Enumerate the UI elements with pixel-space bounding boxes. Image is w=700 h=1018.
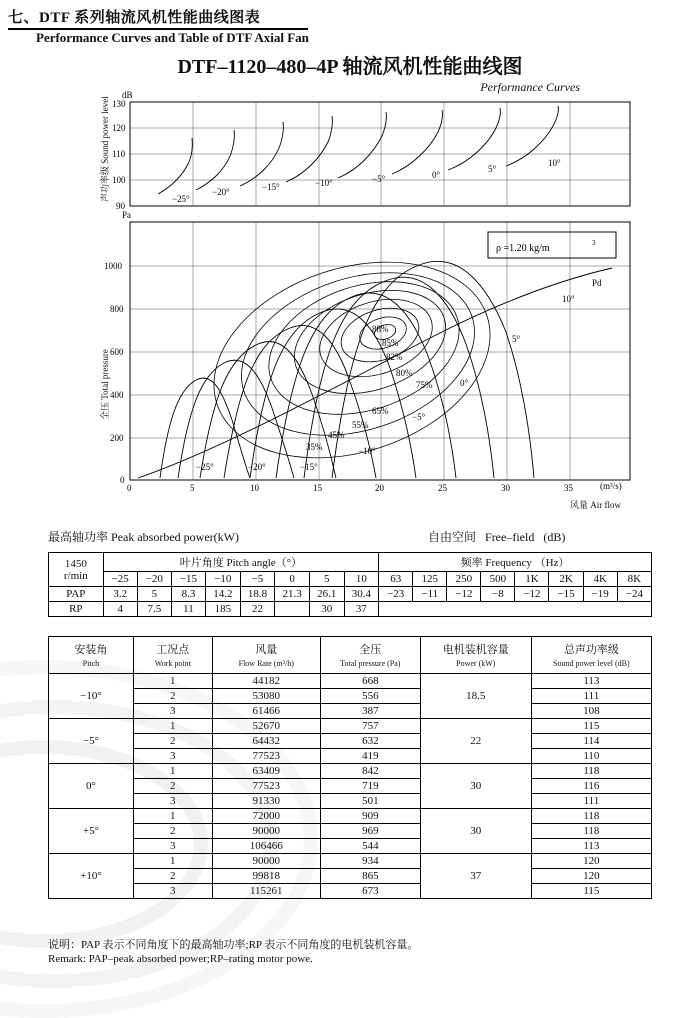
cell-flow-rate: 99818 [212,869,320,884]
svg-text:dB: dB [122,90,133,100]
cell-work-point: 2 [133,824,212,839]
frequency-value: 4K [583,572,617,587]
column-header: 安装角 Pitch [49,637,134,674]
cell-work-point: 3 [133,884,212,899]
cell-sound-power-level: 114 [531,734,651,749]
note-cn: 说明：PAP 表示不同角度下的最高轴功率;RP 表示不同角度的电机装机容量。 [48,939,419,951]
cell-work-point: 3 [133,839,212,854]
cell-pitch-value: 8.3 [171,587,205,602]
cell-pitch-value: 4 [103,602,137,617]
svg-text:35: 35 [564,483,573,493]
cell-sound-power-level: 120 [531,869,651,884]
cell-sound-power-level: 113 [531,674,651,689]
cell-flow-rate: 77523 [212,779,320,794]
svg-text:10°: 10° [548,158,561,168]
pitch-angle-value: −15 [171,572,205,587]
svg-text:45%: 45% [328,430,345,440]
cell-total-pressure: 419 [320,749,420,764]
svg-text:90: 90 [116,201,125,211]
cell-pitch-value [275,602,310,617]
cell-pitch-value: 21.3 [275,587,310,602]
svg-text:1000: 1000 [104,261,122,271]
cell-flow-rate: 106466 [212,839,320,854]
cell-power-blank [420,719,531,734]
svg-text:−5°: −5° [412,412,426,422]
cell-power-blank [420,809,531,824]
cell-flow-rate: 115261 [212,884,320,899]
svg-text:35%: 35% [306,442,323,452]
svg-text:10: 10 [250,483,259,493]
cell-work-point: 1 [133,854,212,869]
cell-pitch-value: 37 [344,602,379,617]
cell-power-blank [420,854,531,869]
pitch-angle-value: −20 [137,572,171,587]
cell-pitch-value: 3.2 [103,587,137,602]
table-row [49,869,652,884]
cell-work-point: 1 [133,764,212,779]
cell-freq-value: −11 [413,587,447,602]
svg-text:−5°: −5° [372,174,386,184]
cell-power: 18.5 [420,689,531,704]
frequency-header: 频率 Frequency （Hz） [379,553,652,572]
cell-power-blank [420,839,531,854]
frequency-value: 8K [617,572,651,587]
svg-text:−10°: −10° [315,178,333,188]
cell-sound-power-level: 120 [531,854,651,869]
svg-text:−25°: −25° [196,462,214,472]
cell-pitch-value: 5 [137,587,171,602]
cell-pitch: +5° [49,809,134,854]
cell-total-pressure: 934 [320,854,420,869]
cell-total-pressure: 673 [320,884,420,899]
cell-work-point: 1 [133,719,212,734]
cell-sound-power-level: 118 [531,824,651,839]
cell-pitch: −10° [49,674,134,719]
column-header: 总声功率级 Sound power level (dB) [531,637,651,674]
svg-text:600: 600 [110,347,124,357]
page-title: DTF–1120–480–4P 轴流风机性能曲线图 [177,56,523,78]
svg-text:−15°: −15° [262,182,280,192]
svg-text:0°: 0° [432,170,441,180]
cell-empty [379,602,652,617]
svg-text:−10°: −10° [358,446,376,456]
cell-sound-power-level: 115 [531,719,651,734]
svg-text:82%: 82% [386,352,403,362]
svg-text:75%: 75% [416,380,433,390]
cell-sound-power-level: 110 [531,749,651,764]
pitch-angle-header: 叶片角度 Pitch angle（°） [103,553,379,572]
table-row [49,779,652,794]
note-en: Remark: PAP–peak absorbed power;RP–rating motor powe. [48,953,313,965]
pitch-angle-value: −5 [240,572,275,587]
svg-text:Pa: Pa [122,210,131,220]
table-row [49,674,652,689]
svg-text:20: 20 [375,483,384,493]
cell-total-pressure: 865 [320,869,420,884]
pitch-angle-value: 10 [344,572,379,587]
peak-absorbed-caption: 最高轴功率 Peak absorbed power(kW) [48,530,239,544]
svg-text:0°: 0° [460,378,469,388]
svg-text:55%: 55% [352,420,369,430]
svg-text:Pd: Pd [592,278,602,288]
svg-text:5: 5 [190,483,195,493]
cell-power-blank [420,674,531,689]
table-row [49,794,652,809]
cell-sound-power-level: 111 [531,794,651,809]
row-label: RP [49,602,104,617]
frequency-value: 63 [379,572,413,587]
cell-flow-rate: 72000 [212,809,320,824]
svg-text:65%: 65% [372,406,389,416]
cell-flow-rate: 52670 [212,719,320,734]
column-header: 工况点 Work point [133,637,212,674]
cell-work-point: 2 [133,779,212,794]
table-row [49,689,652,704]
cell-total-pressure: 556 [320,689,420,704]
svg-text:80%: 80% [396,368,413,378]
cell-power: 37 [420,869,531,884]
cell-flow-rate: 53080 [212,689,320,704]
svg-text:3: 3 [592,239,596,247]
column-header: 电机装机容量 Power (kW) [420,637,531,674]
svg-text:130: 130 [112,99,126,109]
svg-text:110: 110 [112,149,126,159]
frequency-value: 125 [413,572,447,587]
frequency-value: 500 [481,572,515,587]
performance-curves-label: Performance Curves [480,80,580,94]
cell-work-point: 2 [133,689,212,704]
svg-text:5°: 5° [512,334,521,344]
row-label: PAP [49,587,104,602]
pitch-angle-value: −10 [206,572,241,587]
cell-power-blank [420,749,531,764]
cell-flow-rate: 90000 [212,824,320,839]
cell-total-pressure: 842 [320,764,420,779]
cell-freq-value: −24 [617,587,651,602]
cell-flow-rate: 44182 [212,674,320,689]
cell-power: 30 [420,779,531,794]
table-row [49,719,652,734]
cell-sound-power-level: 108 [531,704,651,719]
cell-work-point: 3 [133,794,212,809]
svg-text:ρ =1.20 kg/m: ρ =1.20 kg/m [496,243,550,254]
cell-pitch-value: 11 [171,602,205,617]
cell-flow-rate: 64432 [212,734,320,749]
cell-sound-power-level: 118 [531,809,651,824]
cell-pitch-value: 30 [309,602,344,617]
frequency-value: 1K [515,572,549,587]
cell-sound-power-level: 113 [531,839,651,854]
column-header: 全压 Total pressure (Pa) [320,637,420,674]
cell-flow-rate: 63409 [212,764,320,779]
table-row [49,764,652,779]
cell-work-point: 1 [133,809,212,824]
cell-work-point: 1 [133,674,212,689]
cell-pitch-value: 14.2 [206,587,241,602]
table-row [49,809,652,824]
svg-text:400: 400 [110,390,124,400]
performance-chart [100,90,660,520]
pitch-frequency-table [48,552,652,617]
cell-work-point: 2 [133,869,212,884]
cell-power-blank [420,884,531,899]
svg-text:100: 100 [112,175,126,185]
pitch-angle-value: 5 [309,572,344,587]
cell-sound-power-level: 111 [531,689,651,704]
table-row [49,839,652,854]
cell-power: 30 [420,824,531,839]
cell-total-pressure: 909 [320,809,420,824]
cell-total-pressure: 969 [320,824,420,839]
cell-pitch-value: 30.4 [344,587,379,602]
cell-total-pressure: 632 [320,734,420,749]
cell-freq-value: −12 [515,587,549,602]
svg-text:15: 15 [313,483,322,493]
svg-text:85%: 85% [382,338,399,348]
column-header: 风量 Flow Rate (m³/h) [212,637,320,674]
cell-total-pressure: 719 [320,779,420,794]
cell-flow-rate: 61466 [212,704,320,719]
svg-text:10°: 10° [562,294,575,304]
table-row [49,884,652,899]
pitch-angle-value: 0 [275,572,310,587]
svg-text:0: 0 [127,483,132,493]
svg-text:−20°: −20° [248,462,266,472]
cell-sound-power-level: 115 [531,884,651,899]
cell-power-blank [420,704,531,719]
cell-pitch-value: 18.8 [240,587,275,602]
cell-pitch: 0° [49,764,134,809]
cell-pitch: +10° [49,854,134,899]
cell-work-point: 3 [133,704,212,719]
speed-cell: 1450 r/min [49,553,104,587]
svg-text:200: 200 [110,433,124,443]
table-row [49,749,652,764]
cell-flow-rate: 91330 [212,794,320,809]
svg-text:−25°: −25° [172,194,190,204]
cell-sound-power-level: 118 [531,764,651,779]
free-field-caption: 自由空间 Free–field (dB) [428,530,566,544]
table-row [49,602,652,617]
cell-power-blank [420,794,531,809]
cell-total-pressure: 501 [320,794,420,809]
table-row [49,734,652,749]
cell-freq-value: −12 [447,587,481,602]
svg-text:−20°: −20° [212,187,230,197]
cell-sound-power-level: 116 [531,779,651,794]
table-row [49,704,652,719]
svg-text:0: 0 [120,475,125,485]
table-row [49,854,652,869]
svg-text:5°: 5° [488,164,497,174]
frequency-value: 250 [447,572,481,587]
cell-freq-value: −8 [481,587,515,602]
cell-pitch: −5° [49,719,134,764]
svg-text:−15°: −15° [300,462,318,472]
table-row [49,824,652,839]
cell-freq-value: −15 [549,587,583,602]
cell-flow-rate: 77523 [212,749,320,764]
table-row [49,587,652,602]
cell-flow-rate: 90000 [212,854,320,869]
svg-text:30: 30 [501,483,510,493]
xaxis-label: 风量 Air flow [570,500,622,510]
cell-freq-value: −23 [379,587,413,602]
chapter-title-en: Performance Curves and Table of DTF Axial Fan [36,30,309,45]
svg-text:800: 800 [110,304,124,314]
frequency-value: 2K [549,572,583,587]
cell-total-pressure: 668 [320,674,420,689]
cell-work-point: 2 [133,734,212,749]
cell-total-pressure: 544 [320,839,420,854]
svg-text:88%: 88% [372,324,389,334]
cell-pitch-value: 22 [240,602,275,617]
svg-text:25: 25 [438,483,447,493]
cell-power: 22 [420,734,531,749]
cell-pitch-value: 7.5 [137,602,171,617]
cell-work-point: 3 [133,749,212,764]
svg-text:(m³/s): (m³/s) [600,481,622,491]
cell-total-pressure: 757 [320,719,420,734]
pitch-angle-value: −25 [103,572,137,587]
cell-total-pressure: 387 [320,704,420,719]
cell-power-blank [420,764,531,779]
bottom-panel-ylabel: 全压 Total pressure [100,349,110,420]
performance-data-table [48,636,652,899]
chapter-title-cn: 七、DTF 系列轴流风机性能曲线图表 [8,10,261,26]
top-panel-ylabel: 声功率级 Sound power level [100,96,110,202]
cell-pitch-value: 185 [206,602,241,617]
cell-pitch-value: 26.1 [309,587,344,602]
svg-text:120: 120 [112,123,126,133]
cell-freq-value: −19 [583,587,617,602]
